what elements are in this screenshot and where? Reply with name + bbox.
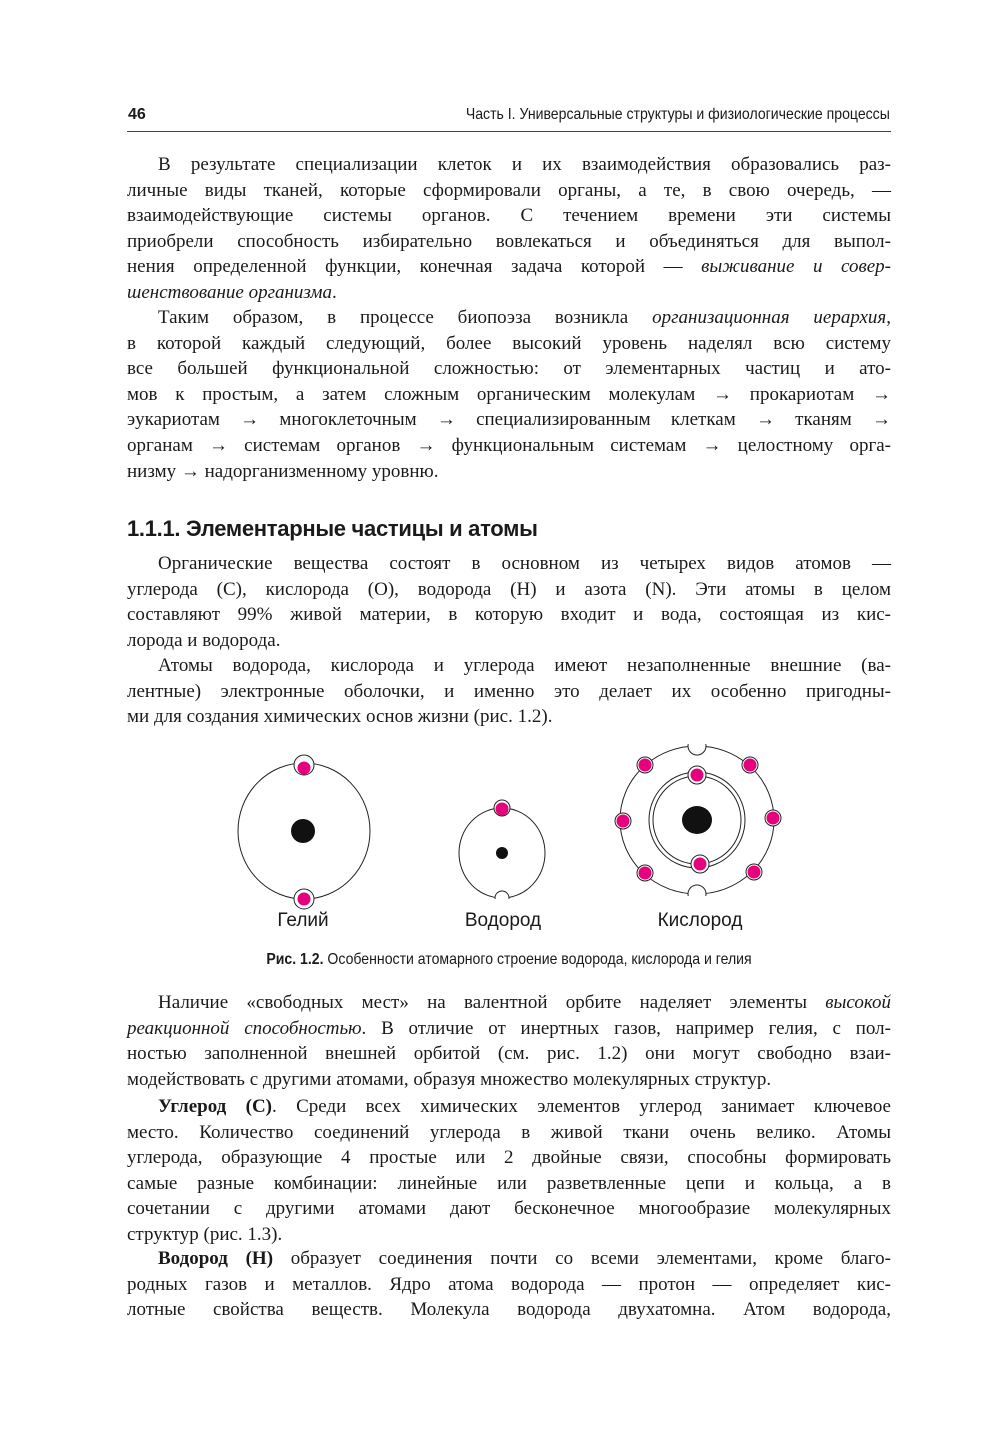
text-run: Наличие «свободных мест» на валентной орбите наделяет элементы <box>158 992 826 1013</box>
text-run: самые разные комбинации: линейные или разветвленные цепи и кольца, а в <box>127 1172 891 1194</box>
page-number: 46 <box>128 106 146 123</box>
label-oxygen: Кислород <box>657 910 743 931</box>
text-run: в которой каждый следующий, более высокий уровень наделял всю систему <box>127 332 891 354</box>
emphasis-text: реакционной способностью <box>127 1017 362 1039</box>
electron <box>639 759 652 772</box>
electron <box>691 769 704 782</box>
label-helium: Гелий <box>277 910 329 931</box>
text-run: углерода (C), кислорода (O), водорода (H) и азота (N). Эти атомы в целом <box>127 578 891 600</box>
running-title: Часть I. Универсальные структуры и физиологические процессы <box>465 106 890 123</box>
caption-text: Особенности атомарного строение водорода, кислорода и гелия <box>323 951 752 968</box>
text-run: личные виды тканей, которые сформировали органы, а те, в свою очередь, — <box>127 179 891 201</box>
text-run: В результате специализации клеток и их взаимодействия образовались раз- <box>158 154 891 175</box>
text-run: родных газов и металлов. Ядро атома водорода — протон — определяет кис- <box>127 1273 891 1295</box>
emphasis-text: высокой <box>825 992 891 1013</box>
electron <box>617 815 630 828</box>
electron <box>767 812 780 825</box>
section-heading: 1.1.1. Элементарные частицы и атомы <box>127 516 538 541</box>
text-line <box>127 1272 891 1298</box>
text-run: взаимодействующие системы органов. С течением времени эти системы <box>127 205 891 227</box>
text-run: структур (рис. 1.3). <box>127 1223 283 1245</box>
bold-term: Водород (H) <box>158 1248 274 1269</box>
text-line <box>127 1067 891 1093</box>
text-line <box>127 1246 891 1272</box>
paragraph <box>127 1094 891 1248</box>
figure-caption <box>266 951 751 969</box>
label-hydrogen: Водород <box>464 910 542 931</box>
text-run: место. Количество соединений углерода в живой ткани очень велико. Атомы <box>127 1121 891 1143</box>
text-run: . Среди всех химических элементов углерод занимает ключевое <box>272 1096 891 1117</box>
text-run: Таким образом, в процессе биопоэза возникла <box>158 307 653 328</box>
text-line <box>127 1094 891 1120</box>
text-run: . <box>331 281 337 303</box>
emphasis-text: организационная иерархия <box>652 307 887 328</box>
text-line <box>127 1041 891 1067</box>
emphasis-text: выживание и совер- <box>701 256 891 278</box>
paragraph <box>127 1246 891 1323</box>
text-run: органам → системам органов → функциональным системам → целостному орга- <box>127 434 891 456</box>
text-run: сочетании с другими атомами дают бесконечное многообразие молекулярных <box>127 1198 891 1220</box>
text-run: низму → надорганизменному уровню. <box>127 460 439 482</box>
text-line <box>127 1120 891 1146</box>
text-run: Атомы водорода, кислорода и углерода имеют незаполненные внешние (ва- <box>158 655 891 676</box>
hydrogen-nucleus <box>496 847 508 859</box>
bold-term: Углерод (C) <box>158 1096 272 1117</box>
emphasis-text: шенствование организма <box>127 281 332 303</box>
paragraph <box>127 990 891 1092</box>
text-run: образует соединения почти со всеми элементами, кроме благо- <box>273 1248 891 1269</box>
text-run: модействовать с другими атомами, образуя множество молекулярных структур. <box>127 1068 772 1090</box>
text-run: Органические вещества состоят в основном из четырех видов атомов — <box>158 553 891 574</box>
electron <box>639 867 652 880</box>
text-line <box>127 1196 891 1222</box>
text-run: лотные свойства веществ. Молекула водорода двухатомна. Атом водорода, <box>127 1299 891 1321</box>
text-run: лентные) электронные оболочки, и именно это делает их особенно пригодны- <box>127 680 891 702</box>
text-run: составляют 99% живой материи, в которую входит и вода, состоящая из кис- <box>127 604 891 626</box>
text-run: ностью заполненной внешней орбитой (см. рис. 1.2) они могут свободно взаи- <box>127 1043 891 1065</box>
electron <box>748 866 761 879</box>
text-run: , <box>886 307 891 328</box>
electron <box>298 893 311 906</box>
text-line <box>127 1145 891 1171</box>
text-line <box>127 1171 891 1197</box>
text-run: углерода, образующие 4 простые или 2 двойные связи, способны формировать <box>127 1147 891 1169</box>
text-run: эукариотам → многоклеточным → специализированным клеткам → тканям → <box>127 409 891 431</box>
text-line <box>127 990 891 1016</box>
electron <box>744 759 757 772</box>
text-line <box>127 1222 891 1248</box>
text-run: приобрели способность избирательно вовлекаться и объединяться для выпол- <box>127 230 891 252</box>
caption-prefix: Рис. 1.2. <box>266 951 324 968</box>
text-run: мов к простым, а затем сложным органическим молекулам → прокариотам → <box>127 383 891 405</box>
electron <box>496 803 509 816</box>
oxygen-nucleus <box>682 806 712 834</box>
text-run: лорода и водорода. <box>127 629 281 651</box>
text-run: все большей функциональной сложностью: от элементарных частиц и ато- <box>127 358 891 380</box>
text-run: нения определенной функции, конечная задача которой — <box>127 256 702 278</box>
electron <box>694 858 707 871</box>
text-run: ми для создания химических основ жизни (рис. 1.2). <box>127 706 553 728</box>
text-line <box>127 1297 891 1323</box>
electron <box>298 762 311 775</box>
text-run: . В отличие от инертных газов, например гелия, с пол- <box>361 1017 891 1039</box>
text-line <box>127 1016 891 1042</box>
helium-nucleus <box>291 819 315 843</box>
